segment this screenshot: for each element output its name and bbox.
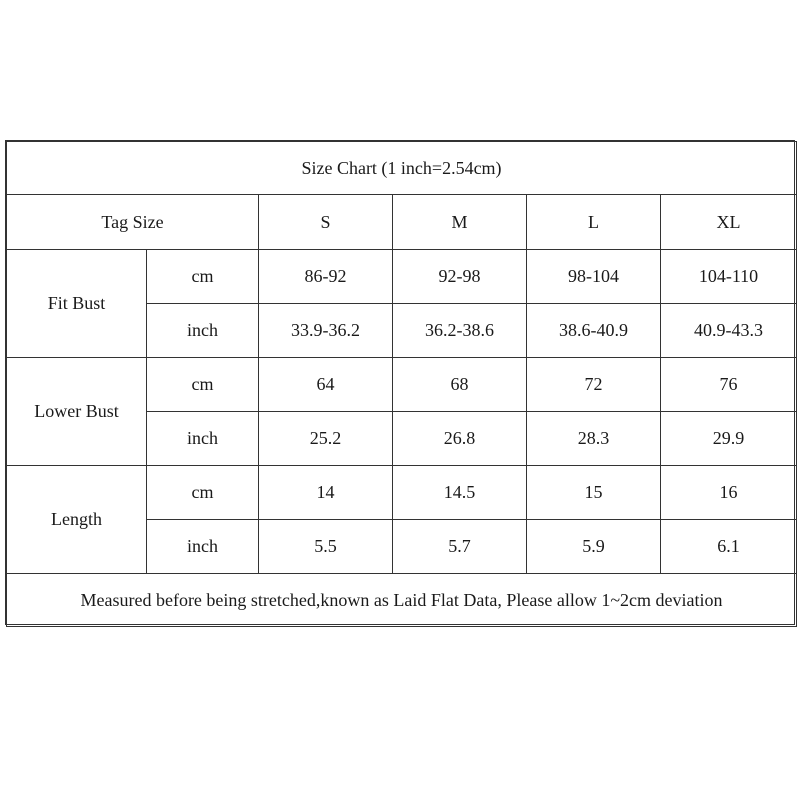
table-row: [7, 250, 797, 304]
table-cell: 16: [661, 466, 797, 520]
table-row: [7, 466, 797, 520]
chart-title: Size Chart (1 inch=2.54cm): [7, 142, 797, 195]
unit-label: inch: [147, 412, 259, 466]
table-cell: 5.5: [259, 520, 393, 574]
group-label-fit-bust: Fit Bust: [7, 250, 147, 358]
table-cell: 5.7: [393, 520, 527, 574]
tag-size-header: Tag Size: [7, 195, 259, 250]
group-label-lower-bust: Lower Bust: [7, 358, 147, 466]
table-cell: 92-98: [393, 250, 527, 304]
unit-label: inch: [147, 520, 259, 574]
table-cell: 14.5: [393, 466, 527, 520]
table-cell: 72: [527, 358, 661, 412]
size-chart-table: [6, 141, 797, 627]
table-cell: 28.3: [527, 412, 661, 466]
table-cell: 38.6-40.9: [527, 304, 661, 358]
table-cell: 64: [259, 358, 393, 412]
size-header-s: S: [259, 195, 393, 250]
table-cell: 68: [393, 358, 527, 412]
unit-label: inch: [147, 304, 259, 358]
table-cell: 25.2: [259, 412, 393, 466]
table-cell: 6.1: [661, 520, 797, 574]
table-cell: 86-92: [259, 250, 393, 304]
table-cell: 76: [661, 358, 797, 412]
table-cell: 36.2-38.6: [393, 304, 527, 358]
table-cell: 26.8: [393, 412, 527, 466]
table-cell: 15: [527, 466, 661, 520]
table-cell: 29.9: [661, 412, 797, 466]
size-header-m: M: [393, 195, 527, 250]
size-chart: [5, 140, 795, 625]
table-cell: 14: [259, 466, 393, 520]
table-cell: 5.9: [527, 520, 661, 574]
unit-label: cm: [147, 250, 259, 304]
table-cell: 33.9-36.2: [259, 304, 393, 358]
table-cell: 98-104: [527, 250, 661, 304]
table-cell: 40.9-43.3: [661, 304, 797, 358]
table-cell: 104-110: [661, 250, 797, 304]
table-row: [7, 358, 797, 412]
footer-note: Measured before being stretched,known as Laid Flat Data, Please allow 1~2cm deviation: [7, 574, 797, 627]
size-header-l: L: [527, 195, 661, 250]
unit-label: cm: [147, 358, 259, 412]
group-label-length: Length: [7, 466, 147, 574]
size-header-xl: XL: [661, 195, 797, 250]
unit-label: cm: [147, 466, 259, 520]
